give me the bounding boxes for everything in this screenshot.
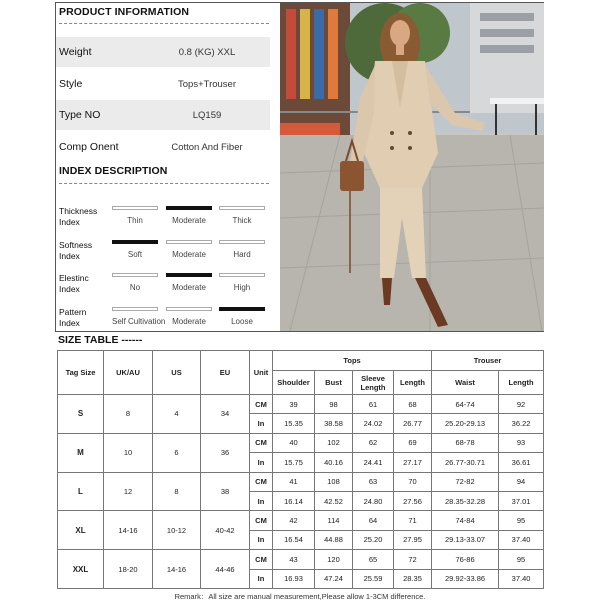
index-bar (166, 240, 212, 244)
col-trouser-length: Length (499, 371, 544, 395)
measurement-cell: 76-86 (432, 550, 499, 569)
measurement-cell: 27.95 (394, 530, 432, 549)
col-length: Length (394, 371, 432, 395)
index-option (112, 240, 158, 259)
measurement-cell: 15.75 (273, 453, 315, 472)
tag-size-cell: S (58, 395, 104, 434)
us-cell: 8 (153, 472, 201, 511)
measurement-cell: 41 (273, 472, 315, 491)
measurement-cell: 16.93 (273, 569, 315, 588)
index-option-text: High (233, 283, 251, 292)
index-option (112, 273, 158, 292)
measurement-cell: 39 (273, 395, 315, 414)
index-option (219, 240, 265, 259)
uk-au-cell: 12 (104, 472, 153, 511)
index-option-text: Moderate (172, 216, 206, 225)
col-unit: Unit (250, 351, 273, 395)
measurement-cell: 16.14 (273, 491, 315, 510)
dash-divider (59, 183, 269, 184)
index-label-line1: Elestinc (59, 273, 89, 283)
table-row (58, 433, 544, 452)
product-info-column (56, 3, 276, 331)
index-bar (219, 273, 265, 277)
col-bust: Bust (315, 371, 353, 395)
index-label-line2: Index (59, 318, 80, 328)
info-value: 0.8 (KG) XXL (178, 46, 236, 58)
index-bar (219, 307, 265, 311)
table-row (58, 511, 544, 530)
col-uk-au: UK/AU (104, 351, 153, 395)
index-option-text: Soft (127, 250, 143, 259)
us-cell: 10-12 (153, 511, 201, 550)
measurement-cell: 65 (353, 550, 394, 569)
index-bar (112, 307, 158, 311)
table-row (58, 550, 544, 569)
measurement-cell: 94 (499, 472, 544, 491)
us-cell: 6 (153, 433, 201, 472)
measurement-cell: 69 (394, 433, 432, 452)
measurement-cell: 114 (315, 511, 353, 530)
measurement-cell: 28.35-32.28 (432, 491, 499, 510)
uk-au-cell: 8 (104, 395, 153, 434)
measurement-cell: 25.20-29.13 (432, 414, 499, 433)
index-option (166, 240, 212, 259)
measurement-cell: 36.61 (499, 453, 544, 472)
index-label (59, 206, 109, 228)
measurement-cell: 74-84 (432, 511, 499, 530)
measurement-cell: 27.17 (394, 453, 432, 472)
index-bar (166, 206, 212, 210)
index-option-text: Moderate (172, 283, 206, 292)
measurement-cell: 68 (394, 395, 432, 414)
col-tag-size: Tag Size (58, 351, 104, 395)
info-row-type-no (56, 100, 270, 130)
index-label-line1: Pattern (59, 307, 87, 317)
measurement-cell: 40 (273, 433, 315, 452)
tag-size-cell: XXL (58, 550, 104, 589)
size-table (57, 350, 544, 589)
measurement-cell: 42.52 (315, 491, 353, 510)
eu-cell: 34 (201, 395, 250, 434)
measurement-cell: 95 (499, 550, 544, 569)
index-option (166, 307, 212, 326)
size-table-title: SIZE TABLE ------ (58, 334, 143, 346)
index-row-elasticity (56, 273, 270, 307)
info-row-component (56, 132, 270, 162)
index-label-line1: Softness (59, 240, 93, 250)
unit-cell: In (250, 491, 273, 510)
info-row-weight (56, 37, 270, 67)
measurement-cell: 71 (394, 511, 432, 530)
index-option (166, 273, 212, 292)
index-bar (112, 240, 158, 244)
index-label-line2: Index (59, 251, 80, 261)
sleeve-line1: Sleeve (361, 373, 385, 383)
table-header-row (58, 351, 544, 371)
col-shoulder: Shoulder (273, 371, 315, 395)
remark-text: Remark：All size are manual measurement,Please allow 1-3CM difference. (174, 592, 426, 600)
index-option-text: Loose (231, 317, 253, 326)
table-row (58, 395, 544, 414)
uk-au-cell: 14-16 (104, 511, 153, 550)
eu-cell: 38 (201, 472, 250, 511)
eu-cell: 44-46 (201, 550, 250, 589)
dash-divider (59, 23, 269, 24)
info-label: Comp Onent (59, 141, 119, 153)
us-cell: 4 (153, 395, 201, 434)
measurement-cell: 68-78 (432, 433, 499, 452)
info-value: LQ159 (192, 109, 222, 121)
measurement-cell: 102 (315, 433, 353, 452)
measurement-cell: 26.77 (394, 414, 432, 433)
measurement-cell: 15.35 (273, 414, 315, 433)
unit-cell: In (250, 569, 273, 588)
measurement-cell: 64-74 (432, 395, 499, 414)
measurement-cell: 16.54 (273, 530, 315, 549)
unit-cell: In (250, 414, 273, 433)
index-option-text: Moderate (172, 317, 206, 326)
eu-cell: 36 (201, 433, 250, 472)
unit-cell: In (250, 530, 273, 549)
index-label-line2: Index (59, 284, 80, 294)
measurement-cell: 44.88 (315, 530, 353, 549)
measurement-cell: 29.13-33.07 (432, 530, 499, 549)
index-label (59, 307, 109, 329)
info-label: Type NO (59, 109, 101, 121)
index-option (112, 206, 158, 225)
measurement-cell: 37.40 (499, 569, 544, 588)
measurement-cell: 47.24 (315, 569, 353, 588)
measurement-cell: 25.59 (353, 569, 394, 588)
us-cell: 14-16 (153, 550, 201, 589)
index-option (219, 307, 265, 326)
index-label (59, 240, 109, 262)
unit-cell: CM (250, 395, 273, 414)
unit-cell: CM (250, 472, 273, 491)
index-bar (219, 206, 265, 210)
tag-size-cell: L (58, 472, 104, 511)
tag-size-cell: XL (58, 511, 104, 550)
index-bar (112, 273, 158, 277)
index-option-text: Self Cultivation (112, 317, 166, 326)
info-label: Style (59, 78, 83, 90)
measurement-cell: 42 (273, 511, 315, 530)
eu-cell: 40-42 (201, 511, 250, 550)
measurement-cell: 25.20 (353, 530, 394, 549)
measurement-cell: 36.22 (499, 414, 544, 433)
unit-cell: CM (250, 550, 273, 569)
measurement-cell: 70 (394, 472, 432, 491)
measurement-cell: 95 (499, 511, 544, 530)
measurement-cell: 61 (353, 395, 394, 414)
measurement-cell: 27.56 (394, 491, 432, 510)
measurement-cell: 24.02 (353, 414, 394, 433)
measurement-cell: 40.16 (315, 453, 353, 472)
index-option (219, 206, 265, 225)
index-bar (112, 206, 158, 210)
unit-cell: CM (250, 511, 273, 530)
product-info-panel (55, 2, 544, 332)
measurement-cell: 62 (353, 433, 394, 452)
info-row-style (56, 69, 270, 99)
measurement-cell: 43 (273, 550, 315, 569)
index-row-softness (56, 240, 270, 274)
unit-cell: In (250, 453, 273, 472)
measurement-cell: 24.41 (353, 453, 394, 472)
product-photo (280, 3, 544, 331)
col-waist: Waist (432, 371, 499, 395)
uk-au-cell: 10 (104, 433, 153, 472)
measurement-cell: 64 (353, 511, 394, 530)
info-label: Weight (59, 46, 92, 58)
index-label-line1: Thickness (59, 206, 98, 216)
measurement-cell: 93 (499, 433, 544, 452)
measurement-cell: 37.01 (499, 491, 544, 510)
measurement-cell: 37.40 (499, 530, 544, 549)
index-option-text: Thick (232, 216, 252, 225)
group-trouser: Trouser (432, 351, 544, 371)
index-bar (166, 273, 212, 277)
info-value: Tops+Trouser (178, 78, 236, 90)
index-bar (219, 240, 265, 244)
measurement-cell: 108 (315, 472, 353, 491)
size-table-body (58, 395, 544, 589)
measurement-cell: 72-82 (432, 472, 499, 491)
col-sleeve-length (353, 371, 394, 395)
index-bar (166, 307, 212, 311)
measurement-cell: 63 (353, 472, 394, 491)
measurement-cell: 28.35 (394, 569, 432, 588)
index-option-text: Hard (233, 250, 251, 259)
tag-size-cell: M (58, 433, 104, 472)
measurement-cell: 92 (499, 395, 544, 414)
sleeve-line2: Length (360, 382, 386, 392)
index-description-heading: INDEX DESCRIPTION (59, 165, 168, 177)
uk-au-cell: 18-20 (104, 550, 153, 589)
index-option-text: Thin (127, 216, 143, 225)
measurement-cell: 98 (315, 395, 353, 414)
index-label-line2: Index (59, 217, 80, 227)
measurement-cell: 29.92-33.86 (432, 569, 499, 588)
info-value: Cotton And Fiber (171, 141, 243, 153)
measurement-cell: 24.80 (353, 491, 394, 510)
product-information-heading: PRODUCT INFORMATION (59, 6, 190, 18)
measurement-cell: 120 (315, 550, 353, 569)
group-tops: Tops (273, 351, 432, 371)
index-option (219, 273, 265, 292)
index-label (59, 273, 109, 295)
col-us: US (153, 351, 201, 395)
measurement-cell: 72 (394, 550, 432, 569)
measurement-cell: 26.77-30.71 (432, 453, 499, 472)
measurement-cell: 38.58 (315, 414, 353, 433)
model-photo-illustration (280, 3, 544, 331)
index-option-text: No (129, 283, 141, 292)
index-option (112, 307, 166, 326)
unit-cell: CM (250, 433, 273, 452)
table-row (58, 472, 544, 491)
index-option (166, 206, 212, 225)
col-eu: EU (201, 351, 250, 395)
index-option-text: Moderate (172, 250, 206, 259)
index-row-thickness (56, 206, 270, 240)
